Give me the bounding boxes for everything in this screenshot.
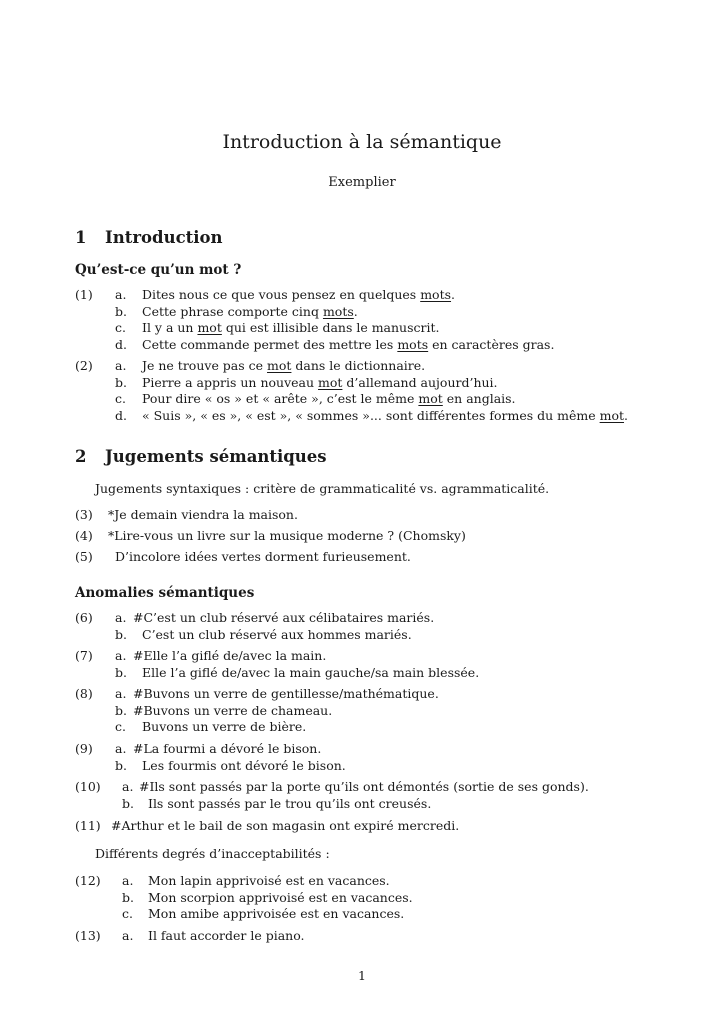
example-number: (13) [75, 928, 101, 943]
example-row [75, 528, 695, 545]
item-label: a. [115, 358, 127, 373]
example-row [75, 758, 695, 775]
item-label: d. [115, 407, 127, 423]
item-text: #Buvons un verre de chameau. [133, 702, 333, 718]
example-1 [75, 287, 695, 353]
item-text: #Arthur et le bail de son magasin ont expiré mercredi. [111, 818, 460, 833]
example-row [75, 665, 695, 682]
example-row [75, 890, 695, 907]
item-label: a. [122, 873, 134, 888]
example-number: (9) [75, 741, 93, 756]
item-text: *Je demain viendra la maison. [108, 507, 298, 522]
example-row [75, 375, 695, 392]
item-label: c. [122, 906, 133, 921]
item-label: b. [115, 757, 127, 773]
example-6 [75, 610, 695, 643]
example-number: (11) [75, 818, 101, 833]
example-number: (5) [75, 549, 93, 564]
item-text: Dites nous ce que vous pensez en quelques mots. [142, 287, 456, 302]
example-row [75, 703, 695, 720]
example-4 [75, 528, 695, 545]
item-text: Il y a un mot qui est illisible dans le manuscrit. [142, 320, 440, 335]
example-row [75, 779, 695, 796]
item-text: Cette commande permet des mettre les mots en caractères gras. [142, 336, 555, 352]
section-number: 1 [75, 228, 87, 247]
example-12 [75, 873, 695, 923]
example-5 [75, 549, 695, 566]
item-label: a. [115, 610, 127, 625]
item-text: Mon amibe apprivoisée est en vacances. [148, 906, 405, 921]
item-text: #Buvons un verre de gentillesse/mathématique. [133, 686, 439, 701]
item-text: #Ils sont passés par la porte qu’ils ont démontés (sortie de ses gonds). [139, 779, 589, 794]
example-7 [75, 648, 695, 681]
underlined-word: mot [418, 391, 443, 406]
item-text: Buvons un verre de bière. [142, 719, 307, 734]
item-label: d. [115, 336, 127, 352]
item-text: Mon lapin apprivoisé est en vacances. [148, 873, 390, 888]
item-text: Cette phrase comporte cinq mots. [142, 303, 358, 319]
item-text: Les fourmis ont dévoré le bison. [142, 757, 346, 773]
item-label: a. [115, 287, 127, 302]
item-label: b. [115, 303, 127, 319]
example-number: (6) [75, 610, 93, 625]
example-number: (3) [75, 507, 93, 522]
example-row [75, 408, 695, 425]
document-title: Introduction à la sémantique [222, 131, 502, 153]
example-row [75, 906, 695, 923]
item-text: D’incolore idées vertes dorment furieusement. [115, 549, 411, 564]
example-row [75, 358, 695, 375]
degrees-paragraph: Différents degrés d’inacceptabilités : [95, 846, 330, 861]
section-heading-2 [75, 447, 327, 466]
example-row [75, 320, 695, 337]
item-text: Pour dire « os » et « arête », c’est le même mot en anglais. [142, 391, 516, 406]
item-label: b. [122, 795, 134, 811]
example-row [75, 648, 695, 665]
example-number: (12) [75, 873, 101, 888]
example-number: (10) [75, 779, 101, 794]
document-subtitle: Exemplier [328, 175, 396, 190]
item-label: a. [115, 741, 127, 756]
item-label: c. [115, 320, 126, 335]
item-label: c. [115, 391, 126, 406]
example-number: (2) [75, 358, 93, 373]
item-text: Elle l’a giflé de/avec la main gauche/sa main blessée. [142, 664, 480, 680]
example-11 [75, 818, 695, 835]
item-label: c. [115, 719, 126, 734]
item-label: b. [115, 626, 127, 642]
item-text: « Suis », « es », « est », « sommes »... sont différentes formes du même mot. [142, 407, 628, 423]
item-label: a. [122, 928, 134, 943]
item-text: #La fourmi a dévoré le bison. [133, 741, 322, 756]
underlined-word: mot [599, 407, 625, 423]
subsection-heading: Qu’est-ce qu’un mot ? [75, 262, 242, 278]
section-title: Jugements sémantiques [105, 447, 327, 466]
example-row [75, 873, 695, 890]
example-row [75, 928, 695, 945]
example-row [75, 304, 695, 321]
item-label: a. [115, 648, 127, 663]
item-label: b. [115, 702, 127, 718]
item-label: b. [115, 374, 127, 390]
underlined-word: mot [197, 320, 222, 335]
section-heading-1 [75, 228, 223, 247]
page-number: 1 [358, 968, 366, 983]
example-row [75, 686, 695, 703]
example-row [75, 337, 695, 354]
example-number: (4) [75, 528, 93, 543]
underlined-word: mot [267, 358, 292, 373]
item-text: Pierre a appris un nouveau mot d’allemand aujourd’hui. [142, 374, 498, 390]
item-label: b. [115, 664, 127, 680]
example-row [75, 818, 695, 835]
item-text: #Elle l’a giflé de/avec la main. [133, 648, 327, 663]
item-text: C’est un club réservé aux hommes mariés. [142, 626, 412, 642]
example-row [75, 391, 695, 408]
example-row [75, 719, 695, 736]
example-row [75, 610, 695, 627]
intro-paragraph: Jugements syntaxiques : critère de grammaticalité vs. agrammaticalité. [95, 481, 550, 496]
item-text: Je ne trouve pas ce mot dans le dictionnaire. [142, 358, 426, 373]
underlined-word: mots [322, 303, 354, 319]
item-label: a. [115, 686, 127, 701]
example-number: (8) [75, 686, 93, 701]
item-text: #C’est un club réservé aux célibataires mariés. [133, 610, 435, 625]
item-text: Il faut accorder le piano. [148, 928, 305, 943]
underlined-word: mot [318, 374, 343, 390]
section-number: 2 [75, 447, 87, 466]
item-label: a. [122, 779, 134, 794]
item-text: Mon scorpion apprivoisé est en vacances. [148, 889, 413, 905]
example-row [75, 796, 695, 813]
example-row [75, 507, 695, 524]
example-row [75, 549, 695, 566]
example-3 [75, 507, 695, 524]
example-9 [75, 741, 695, 774]
section-title: Introduction [105, 228, 223, 247]
example-13 [75, 928, 695, 945]
example-number: (7) [75, 648, 93, 663]
item-text: Ils sont passés par le trou qu’ils ont creusés. [148, 795, 432, 811]
underlined-word: mots [420, 287, 452, 302]
example-number: (1) [75, 287, 93, 302]
subsection-heading: Anomalies sémantiques [75, 585, 255, 601]
example-row [75, 287, 695, 304]
underlined-word: mots [397, 336, 429, 352]
example-row [75, 627, 695, 644]
item-text: *Lire-vous un livre sur la musique moderne ? (Chomsky) [108, 528, 466, 543]
example-8 [75, 686, 695, 736]
example-2 [75, 358, 695, 424]
item-label: b. [122, 889, 134, 905]
example-row [75, 741, 695, 758]
example-10 [75, 779, 695, 812]
